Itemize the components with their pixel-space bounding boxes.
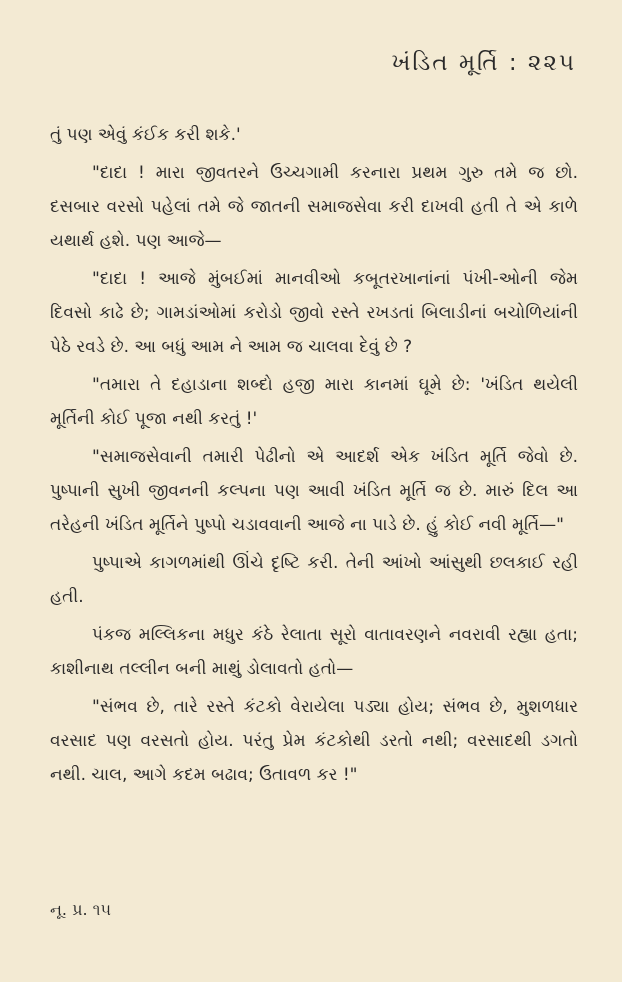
paragraph: "સંભવ છે, તારે રસ્તે કંટકો વેરાયેલા પડ્યા હોય; સંભવ છે, મુશળધાર વરસાદ પણ વરસતો હોય. પરંતુ પ્રેમ કંટકોથી ડરતો નથી; વરસાદથી ડગતો નથી. ચાલ, આગે કદમ બઢાવ; ઉતાવળ કર !" bbox=[50, 697, 578, 785]
paragraph: "દાદા ! મારા જીવતરને ઉચ્ચગામી કરનારા પ્રથમ ગુરુ તમે જ છો. દસબાર વરસો પહેલાં તમે જે જાતની સમાજસેવા કરી દાખવી હતી તે એ કાળે યથાર્થ હશે. પણ આજે— bbox=[50, 163, 578, 251]
paragraph: પંકજ મલ્લિકના મધુર કંઠે રેલાતા સૂરો વાતાવરણને નવરાવી રહ્યા હતા; કાશીનાથ તલ્લીન બની માથું ડોલાવતો હતો— bbox=[50, 625, 578, 679]
paragraph: તું પણ એવું કંઈક કરી શકે.' bbox=[50, 125, 241, 145]
paragraph: "તમારા તે દહાડાના શબ્દો હજી મારા કાનમાં ઘૂમે છે: 'ખંડિત થયેલી મૂર્તિની કોઈ પૂજા નથી કરતું !' bbox=[50, 375, 578, 429]
printer-signature: નૂ. પ્ર. ૧૫ bbox=[50, 900, 111, 919]
page-body bbox=[50, 118, 578, 796]
running-header: ખંડિત મૂર્તિ : ૨૨૫ bbox=[391, 50, 576, 76]
paragraph: "દાદા ! આજે મુંબઈમાં માનવીઓ કબૂતરખાનાંનાં પંખી-ઓની જેમ દિવસો કાઢે છે; ગામડાંઓમાં કરોડો જીવો રસ્તે રખડતાં બિલાડીનાં બચોળિયાંની પેઠે રવડે છે. આ બધું આમ ને આમ જ ચાલવા દેવું છે ? bbox=[50, 269, 578, 357]
paragraph: "સમાજસેવાની તમારી પેઢીનો એ આદર્શ એક ખંડિત મૂર્તિ જેવો છે. પુષ્પાની સુખી જીવનની કલ્પના પણ આવી ખંડિત મૂર્તિ જ છે. મારું દિલ આ તરેહની ખંડિત મૂર્તિને પુષ્પો ચડાવવાની આજે ના પાડે છે. હું કોઈ નવી મૂર્તિ—" bbox=[50, 447, 578, 535]
paragraph: પુષ્પાએ કાગળમાંથી ઊંચે દૃષ્ટિ કરી. તેની આંખો આંસુથી છલકાઈ રહી હતી. bbox=[50, 553, 578, 607]
